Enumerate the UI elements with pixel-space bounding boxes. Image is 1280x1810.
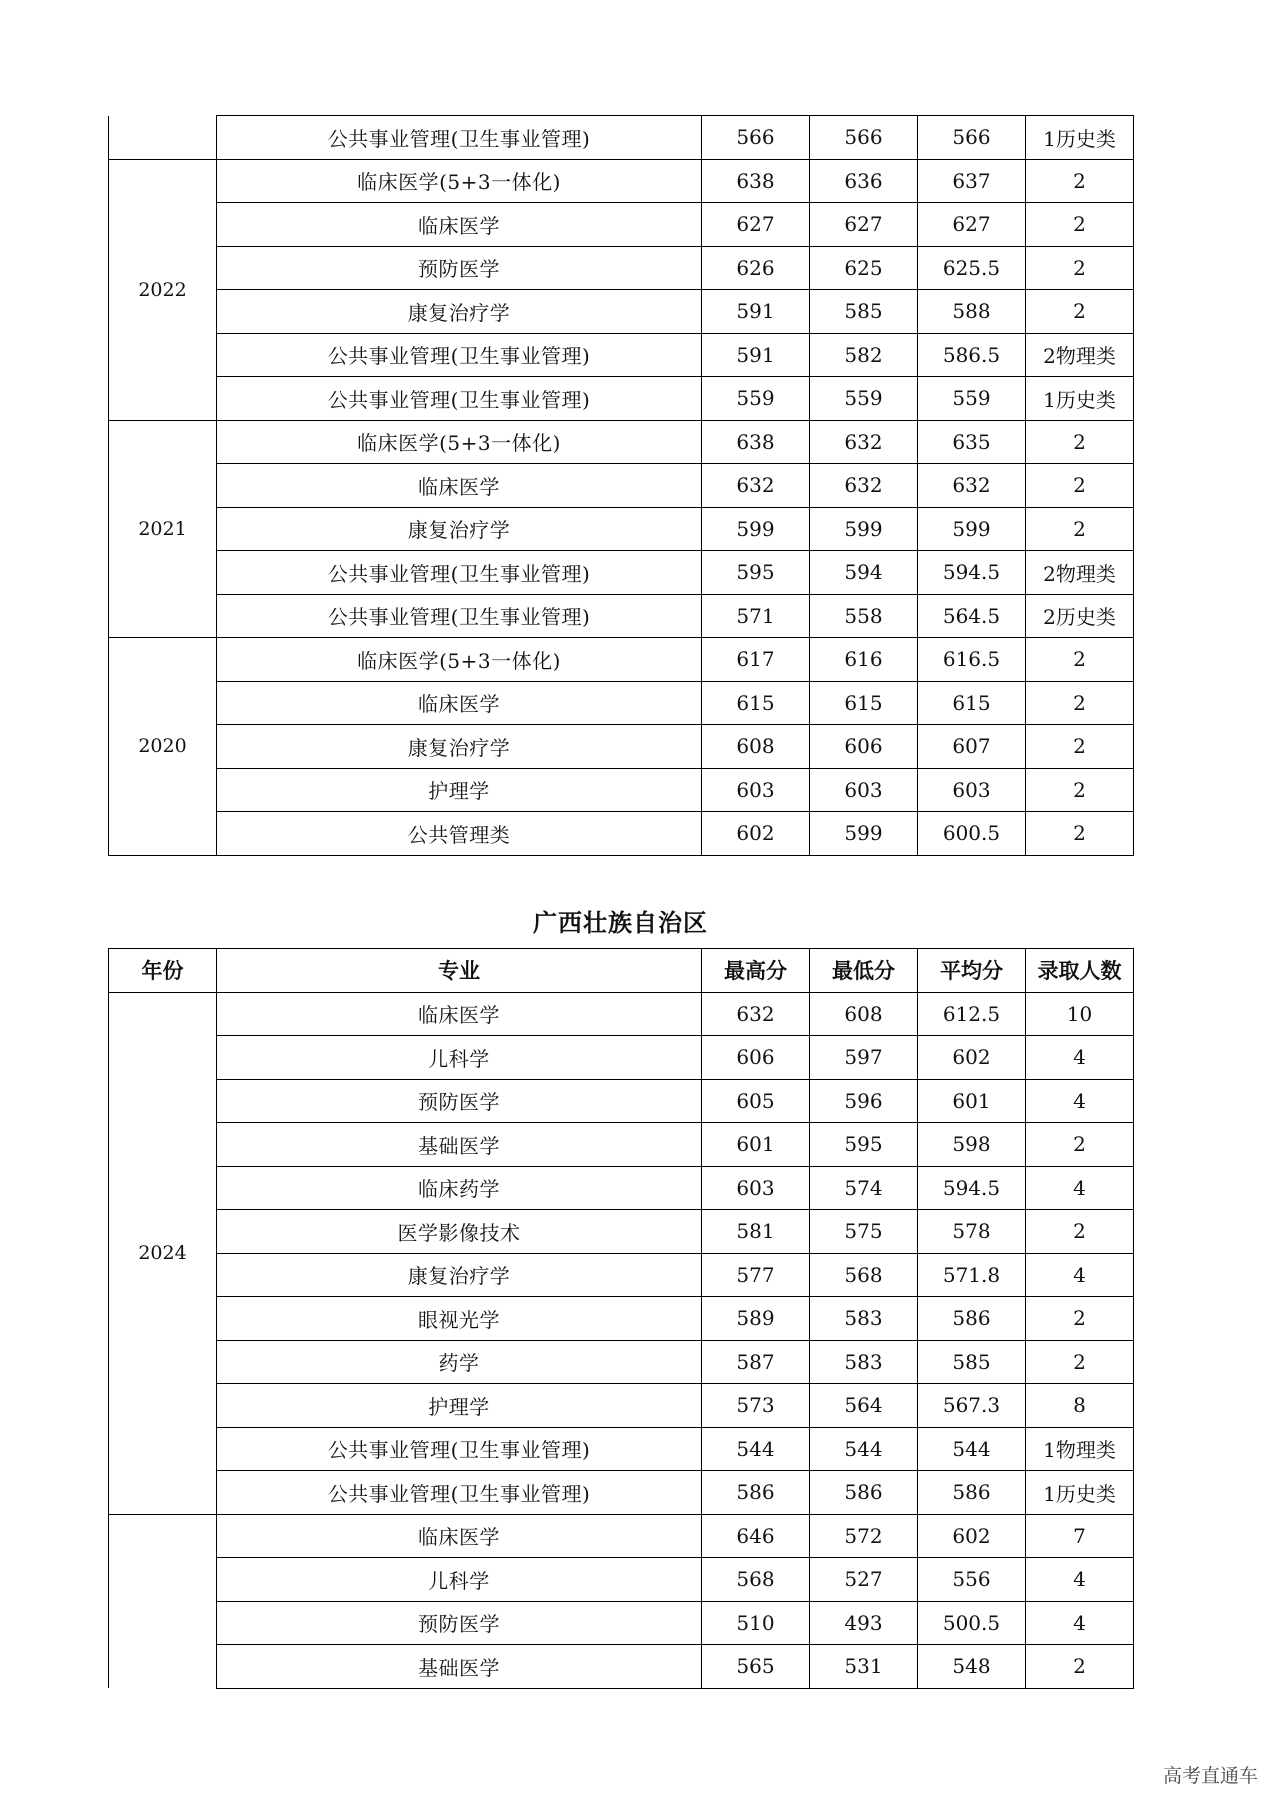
major-cell: 公共事业管理(卫生事业管理) bbox=[217, 333, 702, 377]
admit-count-cell: 2 bbox=[1026, 681, 1134, 725]
min-score-cell: 606 bbox=[810, 725, 918, 769]
admit-count-cell: 10 bbox=[1026, 992, 1134, 1036]
admit-count-cell: 1历史类 bbox=[1026, 377, 1134, 421]
table-row bbox=[109, 1558, 1134, 1602]
max-score-cell: 603 bbox=[702, 768, 810, 812]
avg-score-cell: 600.5 bbox=[918, 812, 1026, 856]
min-score-cell: 632 bbox=[810, 464, 918, 508]
min-score-cell: 585 bbox=[810, 290, 918, 334]
max-score-cell: 573 bbox=[702, 1384, 810, 1428]
min-score-cell: 566 bbox=[810, 116, 918, 160]
major-cell: 公共管理类 bbox=[217, 812, 702, 856]
major-cell: 公共事业管理(卫生事业管理) bbox=[217, 1471, 702, 1515]
table-row bbox=[109, 1210, 1134, 1254]
avg-score-cell: 566 bbox=[918, 116, 1026, 160]
avg-score-cell: 616.5 bbox=[918, 638, 1026, 682]
table-row bbox=[109, 246, 1134, 290]
avg-score-cell: 544 bbox=[918, 1427, 1026, 1471]
admit-count-cell: 2物理类 bbox=[1026, 333, 1134, 377]
avg-score-cell: 567.3 bbox=[918, 1384, 1026, 1428]
avg-score-cell: 594.5 bbox=[918, 551, 1026, 595]
max-score-cell: 586 bbox=[702, 1471, 810, 1515]
table-row bbox=[109, 507, 1134, 551]
max-score-cell: 559 bbox=[702, 377, 810, 421]
min-score-cell: 627 bbox=[810, 203, 918, 247]
admit-count-cell: 2 bbox=[1026, 290, 1134, 334]
avg-score-cell: 602 bbox=[918, 1514, 1026, 1558]
max-score-cell: 599 bbox=[702, 507, 810, 551]
table-row bbox=[109, 1514, 1134, 1558]
max-score-cell: 581 bbox=[702, 1210, 810, 1254]
max-score-cell: 605 bbox=[702, 1079, 810, 1123]
max-score-cell: 587 bbox=[702, 1340, 810, 1384]
admit-count-cell: 2 bbox=[1026, 638, 1134, 682]
min-score-cell: 568 bbox=[810, 1253, 918, 1297]
table-row bbox=[109, 420, 1134, 464]
table-row bbox=[109, 116, 1134, 160]
major-cell: 基础医学 bbox=[217, 1123, 702, 1167]
major-cell: 康复治疗学 bbox=[217, 507, 702, 551]
admit-count-cell: 2 bbox=[1026, 507, 1134, 551]
admit-count-cell: 7 bbox=[1026, 1514, 1134, 1558]
admit-count-cell: 2 bbox=[1026, 812, 1134, 856]
admit-count-cell: 4 bbox=[1026, 1079, 1134, 1123]
major-cell: 公共事业管理(卫生事业管理) bbox=[217, 594, 702, 638]
avg-score-cell: 500.5 bbox=[918, 1601, 1026, 1645]
table-row bbox=[109, 1340, 1134, 1384]
region-title: 广西壮族自治区 bbox=[533, 909, 708, 937]
avg-score-cell: 637 bbox=[918, 159, 1026, 203]
table-row bbox=[109, 1471, 1134, 1515]
max-score-cell: 595 bbox=[702, 551, 810, 595]
table-row bbox=[109, 681, 1134, 725]
avg-score-cell: 601 bbox=[918, 1079, 1026, 1123]
avg-score-cell: 556 bbox=[918, 1558, 1026, 1602]
min-score-cell: 583 bbox=[810, 1297, 918, 1341]
admit-count-cell: 2 bbox=[1026, 768, 1134, 812]
table-row bbox=[109, 812, 1134, 856]
major-cell: 基础医学 bbox=[217, 1645, 702, 1689]
min-score-cell: 625 bbox=[810, 246, 918, 290]
table-row bbox=[109, 377, 1134, 421]
admit-count-cell: 2 bbox=[1026, 464, 1134, 508]
major-cell: 预防医学 bbox=[217, 246, 702, 290]
admit-count-cell: 1历史类 bbox=[1026, 1471, 1134, 1515]
table-row bbox=[109, 1166, 1134, 1210]
header-count: 录取人数 bbox=[1026, 949, 1134, 993]
max-score-cell: 566 bbox=[702, 116, 810, 160]
admit-count-cell: 2 bbox=[1026, 1123, 1134, 1167]
min-score-cell: 594 bbox=[810, 551, 918, 595]
max-score-cell: 601 bbox=[702, 1123, 810, 1167]
min-score-cell: 558 bbox=[810, 594, 918, 638]
major-cell: 临床医学 bbox=[217, 681, 702, 725]
avg-score-cell: 599 bbox=[918, 507, 1026, 551]
max-score-cell: 577 bbox=[702, 1253, 810, 1297]
table-row bbox=[109, 594, 1134, 638]
min-score-cell: 559 bbox=[810, 377, 918, 421]
admit-count-cell: 4 bbox=[1026, 1166, 1134, 1210]
min-score-cell: 575 bbox=[810, 1210, 918, 1254]
table-row bbox=[109, 1427, 1134, 1471]
table-row bbox=[109, 464, 1134, 508]
max-score-cell: 565 bbox=[702, 1645, 810, 1689]
year-cell bbox=[109, 1514, 217, 1688]
major-cell: 儿科学 bbox=[217, 1036, 702, 1080]
table-row bbox=[109, 1384, 1134, 1428]
max-score-cell: 589 bbox=[702, 1297, 810, 1341]
table-row bbox=[109, 1601, 1134, 1645]
major-cell: 公共事业管理(卫生事业管理) bbox=[217, 551, 702, 595]
min-score-cell: 596 bbox=[810, 1079, 918, 1123]
table-row bbox=[109, 333, 1134, 377]
avg-score-cell: 564.5 bbox=[918, 594, 1026, 638]
avg-score-cell: 586 bbox=[918, 1297, 1026, 1341]
table-row bbox=[109, 1645, 1134, 1689]
admit-count-cell: 1历史类 bbox=[1026, 116, 1134, 160]
admit-count-cell: 4 bbox=[1026, 1036, 1134, 1080]
admit-count-cell: 4 bbox=[1026, 1253, 1134, 1297]
major-cell: 预防医学 bbox=[217, 1079, 702, 1123]
score-table-guangxi bbox=[108, 948, 1134, 1689]
table-row bbox=[109, 1123, 1134, 1167]
min-score-cell: 636 bbox=[810, 159, 918, 203]
max-score-cell: 626 bbox=[702, 246, 810, 290]
major-cell: 公共事业管理(卫生事业管理) bbox=[217, 116, 702, 160]
avg-score-cell: 594.5 bbox=[918, 1166, 1026, 1210]
avg-score-cell: 571.8 bbox=[918, 1253, 1026, 1297]
table-row bbox=[109, 159, 1134, 203]
major-cell: 临床药学 bbox=[217, 1166, 702, 1210]
min-score-cell: 597 bbox=[810, 1036, 918, 1080]
header-major: 专业 bbox=[217, 949, 702, 993]
admit-count-cell: 2 bbox=[1026, 246, 1134, 290]
admit-count-cell: 2 bbox=[1026, 1340, 1134, 1384]
max-score-cell: 603 bbox=[702, 1166, 810, 1210]
admit-count-cell: 2 bbox=[1026, 1297, 1134, 1341]
avg-score-cell: 559 bbox=[918, 377, 1026, 421]
min-score-cell: 583 bbox=[810, 1340, 918, 1384]
min-score-cell: 527 bbox=[810, 1558, 918, 1602]
avg-score-cell: 598 bbox=[918, 1123, 1026, 1167]
table-row bbox=[109, 1297, 1134, 1341]
max-score-cell: 568 bbox=[702, 1558, 810, 1602]
admit-count-cell: 4 bbox=[1026, 1558, 1134, 1602]
avg-score-cell: 627 bbox=[918, 203, 1026, 247]
major-cell: 公共事业管理(卫生事业管理) bbox=[217, 1427, 702, 1471]
max-score-cell: 638 bbox=[702, 159, 810, 203]
avg-score-cell: 603 bbox=[918, 768, 1026, 812]
admit-count-cell: 2历史类 bbox=[1026, 594, 1134, 638]
avg-score-cell: 586.5 bbox=[918, 333, 1026, 377]
header-max: 最高分 bbox=[702, 949, 810, 993]
max-score-cell: 608 bbox=[702, 725, 810, 769]
major-cell: 临床医学 bbox=[217, 464, 702, 508]
admit-count-cell: 2 bbox=[1026, 159, 1134, 203]
major-cell: 预防医学 bbox=[217, 1601, 702, 1645]
major-cell: 儿科学 bbox=[217, 1558, 702, 1602]
avg-score-cell: 602 bbox=[918, 1036, 1026, 1080]
avg-score-cell: 635 bbox=[918, 420, 1026, 464]
major-cell: 眼视光学 bbox=[217, 1297, 702, 1341]
min-score-cell: 615 bbox=[810, 681, 918, 725]
major-cell: 康复治疗学 bbox=[217, 1253, 702, 1297]
avg-score-cell: 588 bbox=[918, 290, 1026, 334]
major-cell: 护理学 bbox=[217, 1384, 702, 1428]
major-cell: 康复治疗学 bbox=[217, 290, 702, 334]
max-score-cell: 632 bbox=[702, 464, 810, 508]
table-row bbox=[109, 1253, 1134, 1297]
min-score-cell: 595 bbox=[810, 1123, 918, 1167]
major-cell: 公共事业管理(卫生事业管理) bbox=[217, 377, 702, 421]
min-score-cell: 586 bbox=[810, 1471, 918, 1515]
min-score-cell: 616 bbox=[810, 638, 918, 682]
min-score-cell: 599 bbox=[810, 507, 918, 551]
header-min: 最低分 bbox=[810, 949, 918, 993]
year-cell: 2022 bbox=[109, 159, 217, 420]
admit-count-cell: 2 bbox=[1026, 725, 1134, 769]
table-row bbox=[109, 725, 1134, 769]
header-year: 年份 bbox=[109, 949, 217, 993]
avg-score-cell: 625.5 bbox=[918, 246, 1026, 290]
max-score-cell: 591 bbox=[702, 333, 810, 377]
avg-score-cell: 612.5 bbox=[918, 992, 1026, 1036]
year-cell: 2021 bbox=[109, 420, 217, 638]
avg-score-cell: 607 bbox=[918, 725, 1026, 769]
max-score-cell: 544 bbox=[702, 1427, 810, 1471]
major-cell: 药学 bbox=[217, 1340, 702, 1384]
min-score-cell: 603 bbox=[810, 768, 918, 812]
major-cell: 临床医学(5+3一体化) bbox=[217, 420, 702, 464]
header-avg: 平均分 bbox=[918, 949, 1026, 993]
avg-score-cell: 548 bbox=[918, 1645, 1026, 1689]
major-cell: 临床医学(5+3一体化) bbox=[217, 638, 702, 682]
max-score-cell: 627 bbox=[702, 203, 810, 247]
major-cell: 医学影像技术 bbox=[217, 1210, 702, 1254]
avg-score-cell: 586 bbox=[918, 1471, 1026, 1515]
min-score-cell: 493 bbox=[810, 1601, 918, 1645]
table-row bbox=[109, 1036, 1134, 1080]
avg-score-cell: 632 bbox=[918, 464, 1026, 508]
table-row bbox=[109, 768, 1134, 812]
admit-count-cell: 2 bbox=[1026, 420, 1134, 464]
table-row bbox=[109, 203, 1134, 247]
major-cell: 临床医学 bbox=[217, 992, 702, 1036]
max-score-cell: 632 bbox=[702, 992, 810, 1036]
max-score-cell: 602 bbox=[702, 812, 810, 856]
min-score-cell: 531 bbox=[810, 1645, 918, 1689]
max-score-cell: 646 bbox=[702, 1514, 810, 1558]
max-score-cell: 571 bbox=[702, 594, 810, 638]
table-row bbox=[109, 638, 1134, 682]
major-cell: 临床医学 bbox=[217, 1514, 702, 1558]
admit-count-cell: 8 bbox=[1026, 1384, 1134, 1428]
max-score-cell: 591 bbox=[702, 290, 810, 334]
avg-score-cell: 615 bbox=[918, 681, 1026, 725]
avg-score-cell: 585 bbox=[918, 1340, 1026, 1384]
admit-count-cell: 2 bbox=[1026, 203, 1134, 247]
admit-count-cell: 2 bbox=[1026, 1210, 1134, 1254]
min-score-cell: 574 bbox=[810, 1166, 918, 1210]
admit-count-cell: 2物理类 bbox=[1026, 551, 1134, 595]
major-cell: 康复治疗学 bbox=[217, 725, 702, 769]
score-table-continued bbox=[108, 115, 1134, 856]
table-row bbox=[109, 1079, 1134, 1123]
min-score-cell: 564 bbox=[810, 1384, 918, 1428]
admit-count-cell: 4 bbox=[1026, 1601, 1134, 1645]
admit-count-cell: 2 bbox=[1026, 1645, 1134, 1689]
min-score-cell: 608 bbox=[810, 992, 918, 1036]
year-cell: 2024 bbox=[109, 992, 217, 1514]
admit-count-cell: 1物理类 bbox=[1026, 1427, 1134, 1471]
table-row bbox=[109, 551, 1134, 595]
major-cell: 临床医学 bbox=[217, 203, 702, 247]
watermark: 高考直通车 bbox=[1162, 1765, 1258, 1787]
max-score-cell: 615 bbox=[702, 681, 810, 725]
major-cell: 临床医学(5+3一体化) bbox=[217, 159, 702, 203]
year-cell bbox=[109, 116, 217, 160]
table-row bbox=[109, 992, 1134, 1036]
max-score-cell: 617 bbox=[702, 638, 810, 682]
min-score-cell: 582 bbox=[810, 333, 918, 377]
major-cell: 护理学 bbox=[217, 768, 702, 812]
min-score-cell: 572 bbox=[810, 1514, 918, 1558]
year-cell: 2020 bbox=[109, 638, 217, 856]
max-score-cell: 606 bbox=[702, 1036, 810, 1080]
table-row bbox=[109, 290, 1134, 334]
min-score-cell: 632 bbox=[810, 420, 918, 464]
table-header-row bbox=[109, 949, 1134, 993]
max-score-cell: 638 bbox=[702, 420, 810, 464]
max-score-cell: 510 bbox=[702, 1601, 810, 1645]
min-score-cell: 599 bbox=[810, 812, 918, 856]
min-score-cell: 544 bbox=[810, 1427, 918, 1471]
avg-score-cell: 578 bbox=[918, 1210, 1026, 1254]
